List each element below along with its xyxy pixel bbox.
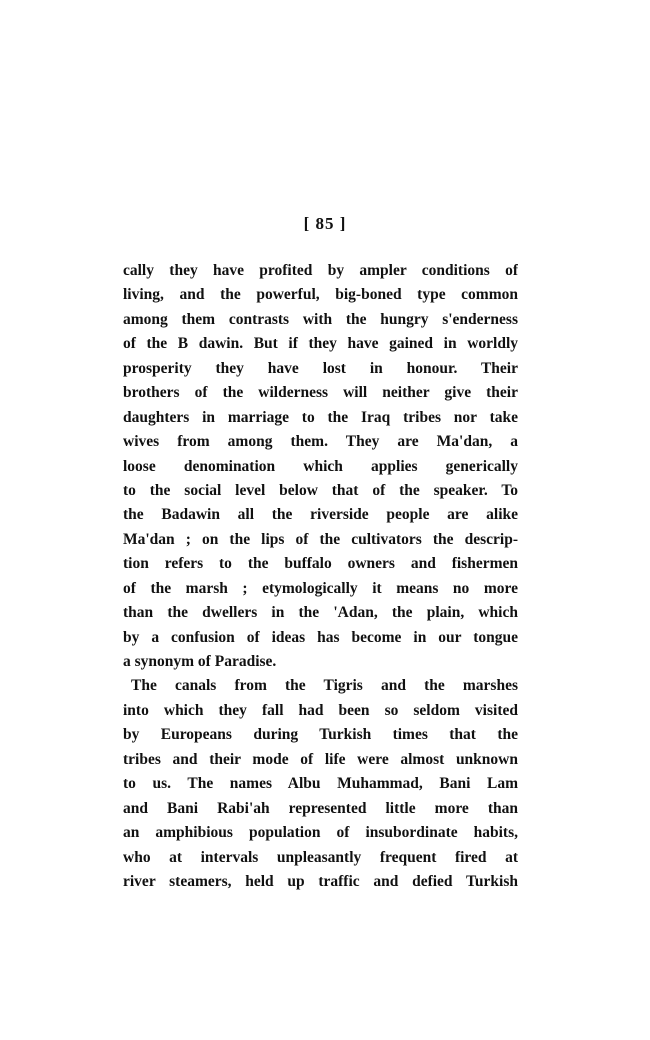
text-line: of the B dawin. But if they have gained in worldly [123, 335, 518, 353]
text-line: who at intervals unpleasantly frequent fired at [123, 848, 518, 866]
paragraph-2 [123, 674, 518, 894]
text-line: prosperity they have lost in honour. Their [123, 359, 518, 377]
text-line: an amphibious population of insubordinate habits, [123, 824, 518, 842]
text-line: living, and the powerful, big-boned type common [123, 286, 518, 304]
text-line: Ma'dan ; on the lips of the cultivators the descrip- [123, 530, 518, 548]
text-line: loose denomination which applies generically [123, 457, 518, 475]
text-line: than the dwellers in the 'Adan, the plain, which [123, 604, 518, 622]
text-line: brothers of the wilderness will neither give their [123, 384, 518, 402]
text-line: and Bani Rabi'ah represented little more than [123, 799, 518, 817]
text-line: tribes and their mode of life were almost unknown [123, 750, 518, 768]
paragraph-1 [123, 259, 518, 674]
text-line: daughters in marriage to the Iraq tribes nor take [123, 408, 518, 426]
text-line: among them contrasts with the hungry s'enderness [123, 310, 518, 328]
page-number: [ 85 ] [303, 214, 347, 233]
text-line: by a confusion of ideas has become in our tongue [123, 628, 518, 646]
text-line: The canals from the Tigris and the marshes [131, 677, 518, 695]
text-line: by Europeans during Turkish times that the [123, 726, 518, 744]
text-line: the Badawin all the riverside people are alike [123, 506, 518, 524]
text-line: into which they fall had been so seldom visited [123, 701, 518, 719]
text-line: tion refers to the buffalo owners and fishermen [123, 555, 518, 573]
text-line: to us. The names Albu Muhammad, Bani Lam [123, 775, 518, 793]
text-line: of the marsh ; etymologically it means no more [123, 579, 518, 597]
text-line: wives from among them. They are Ma'dan, a [123, 433, 518, 451]
text-line: a synonym of Paradise. [123, 653, 277, 670]
text-line: cally they have profited by ampler conditions of [123, 262, 518, 279]
text-line: river steamers, held up traffic and defied Turkish [123, 872, 518, 890]
body-text [123, 259, 518, 894]
text-line: to the social level below that of the speaker. To [123, 481, 518, 499]
